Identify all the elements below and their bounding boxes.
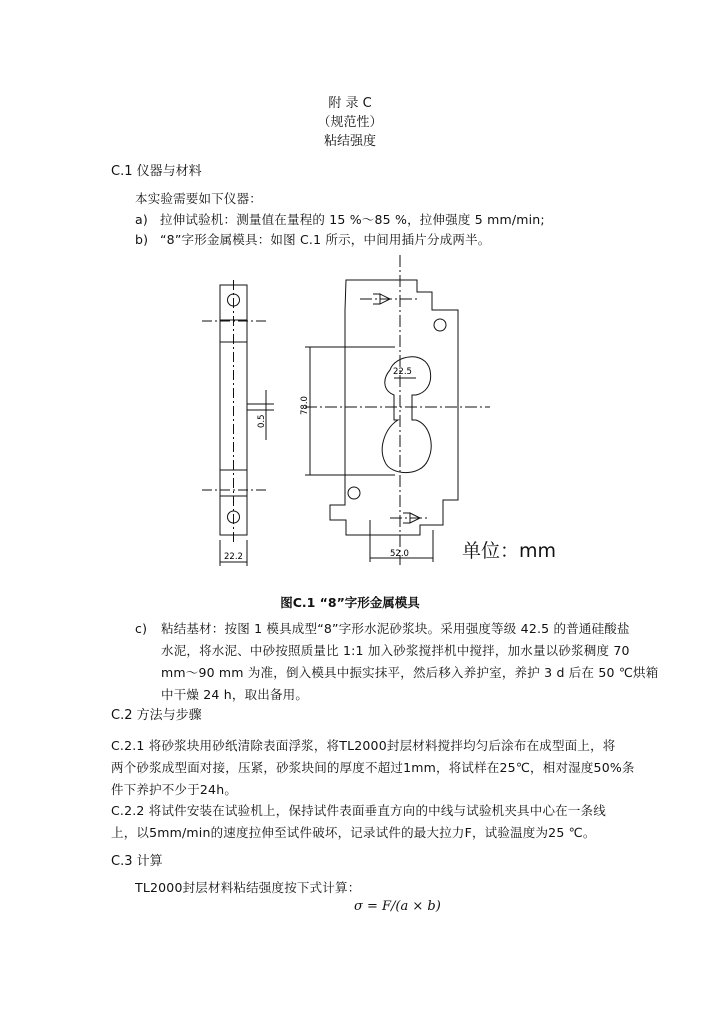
appendix-title: 附 录 C [328,96,372,111]
section-c1-heading: C.1 仪器与材料 [111,164,202,179]
section-c2-heading: C.2 方法与步骤 [111,708,202,723]
figure-caption: 图C.1 “8”字形金属模具 [280,595,420,610]
text-line: 水泥，将水泥、中砂按照质量比 1:1 加入砂浆搅拌机中搅拌，加水量以砂浆稠度 70 [161,643,630,658]
front-hole-left [348,487,360,499]
text-line: 中干燥 24 h，取出备用。 [161,687,309,702]
section-c3-intro: TL2000封层材料粘结强度按下式计算： [135,880,361,895]
text-line: mm～90 mm 为准，倒入模具中振实抹平，然后移入养护室，养护 3 d 后在 50 ℃烘箱 [161,665,659,680]
list-item-text: 拉伸试验机：测量值在量程的 15 %～85 %，拉伸强度 5 mm/min; [160,212,545,227]
text-line: C.2.2 将试件安装在试验机上，保持试件表面垂直方向的中线与试验机夹具中心在一条线 [111,803,606,818]
text-line: 两个砂浆成型面对接，压紧，砂浆块间的厚度不超过1mm，将试样在25℃，相对湿度50%条 [111,760,635,775]
list-item-marker: c) [135,621,148,636]
bond-strength-formula: σ = F/(a × b) [354,899,441,914]
section-c1-intro: 本实验需要如下仪器： [135,191,263,206]
text-line: C.2.1 将砂浆块用砂纸清除表面浮浆，将TL2000封层材料搅拌均匀后涂布在成型面上，将 [111,738,616,753]
unit-label: 单位：mm [462,540,557,562]
dim-height: 78.0 [300,396,310,415]
text-line: 上，以5mm/min的速度拉伸至试件破坏，记录试件的最大拉力F，试验温度为25 ℃。 [111,825,596,840]
section-c3-heading: C.3 计算 [111,854,163,869]
dim-width: 52.0 [390,549,409,559]
text-line: 件下养护不少于24h。 [111,782,238,797]
dim-side-width: 22.2 [224,552,243,562]
list-item-marker: a) [135,212,148,227]
list-item-c-text [161,618,658,706]
dim-thickness: 0.5 [257,414,267,428]
section-c2-p1 [111,735,635,801]
front-hole-right [434,319,446,331]
appendix-subject: 粘结强度 [323,134,376,149]
mold-diagram [190,250,490,575]
list-item-text: “8”字形金属模具：如图 C.1 所示，中间用插片分成两半。 [160,232,491,247]
dim-neck: 22.5 [393,367,412,377]
appendix-nature: （规范性） [317,115,383,130]
section-c2-p2 [111,800,606,844]
text-line: 粘结基材：按图 1 模具成型“8”字形水泥砂浆块。采用强度等级 42.5 的普通硅酸盐 [161,621,630,636]
list-item-marker: b) [135,232,149,247]
